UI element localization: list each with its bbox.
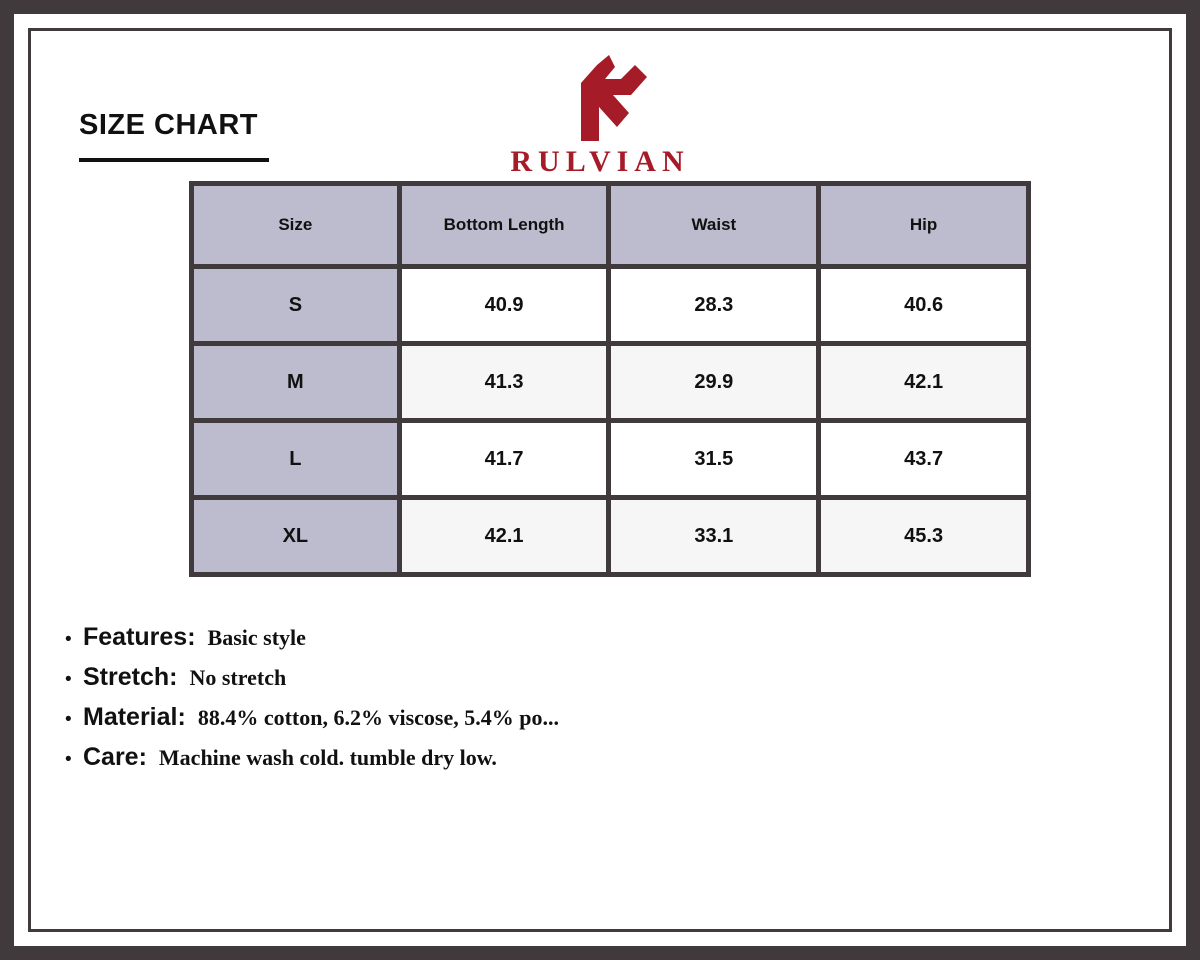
note-label: Material: [83, 703, 186, 731]
page-title: SIZE CHART [79, 109, 258, 141]
cell-waist: 33.1 [611, 500, 816, 572]
product-notes-list [65, 623, 965, 783]
document-border [28, 28, 1172, 932]
cell-waist: 28.3 [611, 269, 816, 341]
cell-waist: 29.9 [611, 346, 816, 418]
rulvian-monogram-icon [535, 53, 665, 143]
list-item [65, 663, 965, 692]
brand-name: RULVIAN [510, 145, 690, 178]
note-value: Basic style [207, 625, 306, 650]
cell-size: L [194, 423, 397, 495]
table-row [194, 346, 1026, 418]
cell-size: M [194, 346, 397, 418]
note-label: Care: [83, 743, 147, 771]
column-header-bottom-length: Bottom Length [402, 186, 607, 264]
cell-hip: 43.7 [821, 423, 1026, 495]
bullet-icon: • [65, 749, 72, 770]
note-value: No stretch [189, 665, 287, 690]
size-chart-table-wrapper [189, 181, 1031, 577]
cell-bottom-length: 42.1 [402, 500, 607, 572]
table-header-row [194, 186, 1026, 264]
column-header-size: Size [194, 186, 397, 264]
bullet-icon: • [65, 629, 72, 650]
list-item [65, 743, 965, 772]
note-label: Features: [83, 623, 196, 651]
note-label: Stretch: [83, 663, 178, 691]
cell-bottom-length: 41.3 [402, 346, 607, 418]
table-row [194, 500, 1026, 572]
cell-size: XL [194, 500, 397, 572]
size-chart-table [189, 181, 1031, 577]
table-row [194, 423, 1026, 495]
cell-hip: 42.1 [821, 346, 1026, 418]
bullet-icon: • [65, 669, 72, 690]
cell-bottom-length: 41.7 [402, 423, 607, 495]
cell-waist: 31.5 [611, 423, 816, 495]
cell-hip: 45.3 [821, 500, 1026, 572]
document-content [31, 31, 1169, 929]
note-value: 88.4% cotton, 6.2% viscose, 5.4% po... [197, 705, 559, 730]
cell-bottom-length: 40.9 [402, 269, 607, 341]
bullet-icon: • [65, 709, 72, 730]
cell-hip: 40.6 [821, 269, 1026, 341]
list-item [65, 703, 965, 732]
column-header-waist: Waist [611, 186, 816, 264]
cell-size: S [194, 269, 397, 341]
column-header-hip: Hip [821, 186, 1026, 264]
table-row [194, 269, 1026, 341]
title-underline [79, 158, 269, 162]
list-item [65, 623, 965, 652]
note-value: Machine wash cold. tumble dry low. [158, 745, 497, 770]
